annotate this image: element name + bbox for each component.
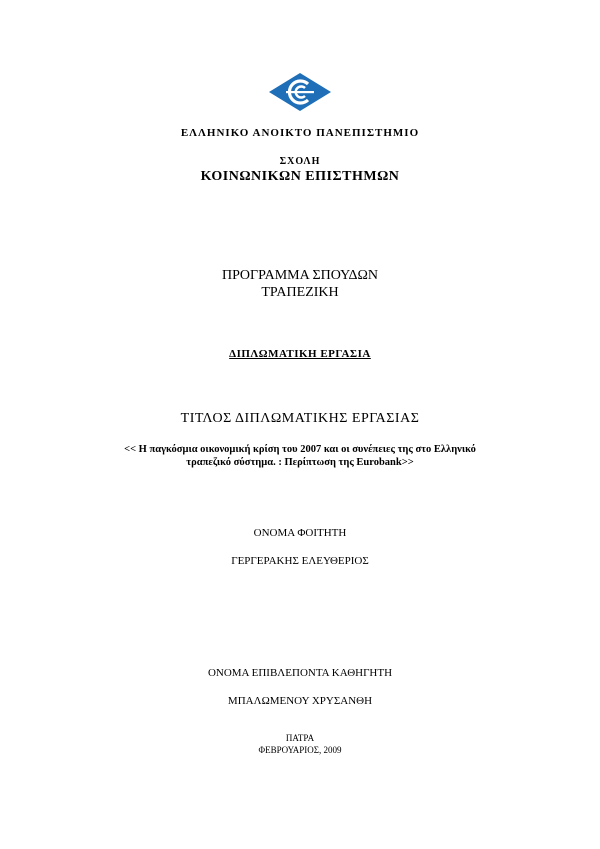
university-name: ΕΛΛΗΝΙΚΟ ΑΝΟΙΚΤΟ ΠΑΝΕΠΙΣΤΗΜΙΟ [180, 127, 420, 139]
footer-date: ΦΕΒΡΟΥΑΡΙΟΣ, 2009 [258, 745, 342, 755]
program-label: ΠΡΟΓΡΑΜΜΑ ΣΠΟΥΔΩΝ [221, 268, 378, 283]
thesis-title-line-1: << Η παγκόσμια οικονομική κρίση του 2007 και οι συνέπειες της στο Ελληνικό [124, 444, 476, 455]
footer-city: ΠΑΤΡΑ [285, 733, 315, 743]
school-name: ΚΟΙΝΩΝΙΚΩΝ ΕΠΙΣΤΗΜΩΝ [200, 169, 400, 184]
supervisor-label: ΟΝΟΜΑ ΕΠΙΒΛΕΠΟΝΤΑ ΚΑΘΗΓΗΤΗ [207, 667, 393, 679]
student-name: ΓΕΡΓΕΡΑΚΗΣ ΕΛΕΥΘΕΡΙΟΣ [231, 555, 369, 567]
thesis-type: ΔΙΠΛΩΜΑΤΙΚΗ ΕΡΓΑΣΙΑ [229, 348, 371, 360]
school-label: ΣΧΟΛΗ [279, 156, 321, 167]
thesis-title-line-2: τραπεζικό σύστημα. : Περίπτωση της Eurobank>> [186, 457, 414, 468]
program-name: ΤΡΑΠΕΖΙΚΗ [261, 285, 339, 300]
university-logo-icon [268, 72, 332, 112]
supervisor-name: ΜΠΑΛΩΜΕΝΟΥ ΧΡΥΣΑΝΘΗ [227, 695, 373, 707]
student-label: ΟΝΟΜΑ ΦΟΙΤΗΤΗ [253, 527, 347, 539]
thesis-title-label: ΤΙΤΛΟΣ ΔΙΠΛΩΜΑΤΙΚΗΣ ΕΡΓΑΣΙΑΣ [180, 411, 420, 426]
